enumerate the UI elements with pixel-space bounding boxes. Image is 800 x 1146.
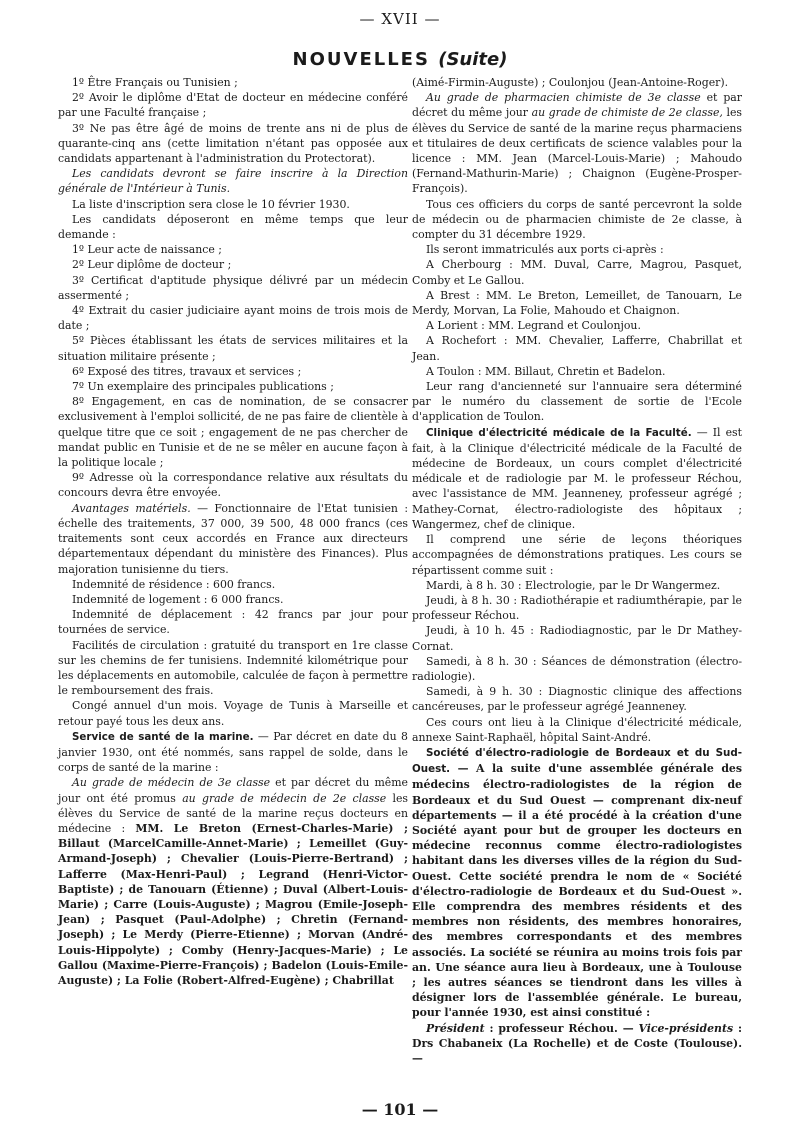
paragraph: A Rochefort : MM. Chevalier, Lafferre, Chabrillat et Jean. bbox=[412, 334, 742, 363]
paragraph: (Aimé-Firmin-Auguste) ; Coulonjou (Jean-Antoine-Roger). bbox=[412, 76, 729, 89]
inline-text: — A la suite d'une assemblée générale des médecins électro-radiologistes de la région de Bordeaux et du Sud Ouest — comprenant dix-neuf départements — il a été procédé à la création d'une Société ayant pour but de grouper les docteurs en médecine reconnus comme électro-radiologistes habitant dans les diverses villes de la région du Sud-Ouest. Cette société prendra le nom de « Société d'électro-radiologie de Bordeaux et du Sud-Ouest ». Elle comprendra des membres résidents et des membres non résidents, des membres honoraires, des membres correspondants et des membres associés. La société se réunira au moins trois fois par an. Une séance aura lieu à Bordeaux, une à Toulouse ; les autres séances se tiendront dans les villes à désigner lors de l'assemblée générale. Le bureau, pour l'année 1930, est ainsi constitué : bbox=[412, 762, 742, 1020]
inline-text: : professeur Réchou. — bbox=[484, 1021, 639, 1035]
page-number: — 101 — bbox=[361, 1100, 439, 1119]
inline-text: — Par décret en date du 8 janvier 1930, ont été nommés, sans rappel de solde, dans le corps de santé de la marine : bbox=[58, 729, 408, 775]
paragraph: Les candidats devront se faire inscrire à la Direction générale de l'Intérieur à Tunis. bbox=[58, 167, 408, 196]
paragraph: Jeudi, à 10 h. 45 : Radiodiagnostic, par le Dr Mathey-Cornat. bbox=[412, 624, 742, 653]
inline-text: les élèves du Service de santé de la marine reçus docteurs en médecine : bbox=[58, 791, 408, 835]
paragraph: Ils seront immatriculés aux ports ci-après : bbox=[426, 243, 664, 257]
inline-italic: Au grade de médecin de 3e classe bbox=[72, 776, 271, 790]
paragraph: 2º Leur diplôme de docteur ; bbox=[72, 258, 232, 272]
inline-text: les élèves du Service de santé de la marine reçus pharmaciens et titulaires de deux certificats de science valables pour la licence : MM. Jean (Marcel-Louis-Marie) ; Mahoudo (Fernand-Mathurin-Marie) ; Chaignon (Eugène-Prosper-François). bbox=[412, 106, 742, 196]
paragraph: 3º Ne pas être âgé de moins de trente ans ni de plus de quarante-cinq ans (cette limitation n'étant pas opposée aux candidats appartenant à l'administration du Protectorat). bbox=[58, 121, 408, 166]
paragraph bbox=[412, 1021, 742, 1067]
title-suffix: (Suite) bbox=[438, 49, 508, 70]
paragraph: 6º Exposé des titres, travaux et services ; bbox=[72, 364, 302, 378]
paragraph: Il comprend une série de leçons théoriques accompagnées de démonstrations pratiques. Les cours se répartissent comme suit : bbox=[412, 533, 742, 577]
paragraph: 9º Adresse où la correspondance relative aux résultats du concours devra être envoyée. bbox=[58, 471, 408, 500]
section-heading: Clinique d'électricité médicale de la Faculté. bbox=[426, 426, 692, 439]
paragraph: La liste d'inscription sera close le 10 février 1930. bbox=[72, 197, 350, 211]
roman-folio: — XVII — bbox=[359, 10, 441, 28]
paragraph: Indemnité de logement : 6 000 francs. bbox=[72, 592, 284, 606]
inline-italic: Avantages matériels. bbox=[72, 501, 191, 515]
paragraph: Congé annuel d'un mois. Voyage de Tunis à Marseille et retour payé tous les deux ans. bbox=[58, 699, 408, 728]
paragraph: Ces cours ont lieu à la Clinique d'électricité médicale, annexe Saint-Raphaël, hôpital Saint-André. bbox=[412, 715, 742, 744]
paragraph: 4º Extrait du casier judiciaire ayant moins de trois mois de date ; bbox=[58, 304, 408, 333]
paragraph: 8º Engagement, en cas de nomination, de se consacrer exclusivement à l'emploi sollicité, de ne pas faire de clientèle à quelque titre que ce soit ; engagement de ne pas chercher de mandat public en Tunisie et de ne se mêler en aucune façon à la politique locale ; bbox=[58, 395, 408, 470]
paragraph bbox=[58, 729, 408, 776]
paragraph: Tous ces officiers du corps de santé percevront la solde de médecin ou de pharmacien chimiste de 2e classe, à compter du 31 décembre 1929. bbox=[412, 197, 742, 242]
paragraph: 1º Leur acte de naissance ; bbox=[72, 243, 222, 257]
inline-italic: Vice-présidents bbox=[638, 1021, 734, 1035]
right-column bbox=[412, 75, 742, 1066]
inline-text: — Fonctionnaire de l'Etat tunisien : échelle des traitements, 37 000, 39 500, 48 000 francs (ces traitements sont ceux accordés en France aux directeurs départementaux dépendant du ministère des Finances). Plus majoration tunisienne du tiers. bbox=[58, 501, 409, 576]
inline-text: : Drs Chabaneix (La Rochelle) et de Coste (Toulouse). — bbox=[412, 1021, 742, 1065]
inline-text: — Il est fait, à la Clinique d'électricité médicale de la Faculté de médecine de Bordeaux, un cours complet d'électricité médicale et de radiologie par M. le professeur Réchou, avec l'assistance de MM. Jeanneney, professeur agrégé ; Mathey-Cornat, électro-radiologiste des hôpitaux ; Wangermez, chef de clinique. bbox=[412, 425, 742, 531]
paragraph: 5º Pièces établissant les états de services militaires et la situation militaire présente ; bbox=[58, 334, 408, 363]
paragraph bbox=[412, 90, 742, 196]
paragraph: 2º Avoir le diplôme d'Etat de docteur en médecine conféré par une Faculté française ; bbox=[58, 91, 408, 120]
paragraph: Indemnité de déplacement : 42 francs par jour pour tournées de service. bbox=[58, 608, 408, 637]
inline-italic: Au grade de pharmacien chimiste de 3e classe bbox=[426, 91, 701, 105]
paragraph bbox=[412, 745, 742, 1021]
paragraph: A Toulon : MM. Billaut, Chretin et Badelon. bbox=[426, 364, 666, 378]
paragraph: 1º Être Français ou Tunisien ; bbox=[72, 76, 238, 89]
paragraph: 7º Un exemplaire des principales publications ; bbox=[72, 380, 334, 394]
paragraph: 3º Certificat d'aptitude physique délivré par un médecin assermenté ; bbox=[58, 273, 408, 302]
inline-italic: au grade de médecin de 2e classe bbox=[182, 791, 387, 805]
names-list: MM. Le Breton (Ernest-Charles-Marie) ; Billaut (MarcelCamille-Annet-Marie) ; Lemeillet (Guy-Armand-Joseph) ; Chevalier (Louis-Pierre-Bertrand) ; Lafferre (Max-Henri-Paul) ; Legrand (Henri-Victor-Baptiste) ; de Tanouarn (Étienne) ; Duval (Albert-Louis-Marie) ; Carre (Louis-Auguste) ; Magrou (Emile-Joseph-Jean) ; Pasquet (Paul-Adolphe) ; Chretin (Fernand-Joseph) ; Le Merdy (Pierre-Etienne) ; Morvan (André-Louis-Hippolyte) ; Comby (Henry-Jacques-Marie) ; Le Gallou (Maxime-Pierre-François) ; Badelon (Louis-Emile-Auguste) ; La Folie (Robert-Alfred-Eugène) ; Chabrillat bbox=[58, 821, 408, 987]
paragraph: Jeudi, à 8 h. 30 : Radiothérapie et radiumthérapie, par le professeur Réchou. bbox=[412, 593, 742, 623]
paragraph: Indemnité de résidence : 600 francs. bbox=[72, 577, 276, 591]
title-text: NOUVELLES bbox=[292, 49, 430, 70]
paragraph: Les candidats déposeront en même temps que leur demande : bbox=[58, 212, 408, 242]
paragraph: A Brest : MM. Le Breton, Lemeillet, de Tanouarn, Le Merdy, Morvan, La Folie, Mahoudo et Chaignon. bbox=[412, 288, 742, 318]
section-heading: Service de santé de la marine. bbox=[72, 730, 254, 743]
page-title bbox=[0, 49, 800, 70]
inline-italic: au grade de chimiste de 2e classe, bbox=[531, 106, 723, 120]
section-heading: Société d'électro-radiologie de Bordeaux et du Sud-Ouest. bbox=[412, 746, 742, 776]
paragraph bbox=[58, 501, 408, 577]
inline-text: et par décret du même jour ont été promus bbox=[58, 776, 408, 805]
paragraph bbox=[58, 775, 408, 988]
left-column bbox=[58, 75, 408, 988]
inline-text: et par décret du même jour bbox=[412, 91, 743, 120]
paragraph: A Cherbourg : MM. Duval, Carre, Magrou, Pasquet, Comby et Le Gallou. bbox=[412, 258, 742, 287]
paragraph: Leur rang d'ancienneté sur l'annuaire sera déterminé par le numéro du classement de sortie de l'Ecole d'application de Toulon. bbox=[412, 380, 742, 424]
paragraph: Mardi, à 8 h. 30 : Electrologie, par le Dr Wangermez. bbox=[426, 578, 721, 592]
paragraph: Samedi, à 8 h. 30 : Séances de démonstration (électro-radiologie). bbox=[412, 654, 742, 683]
paragraph: A Lorient : MM. Legrand et Coulonjou. bbox=[426, 319, 641, 333]
inline-italic: Président bbox=[426, 1021, 485, 1035]
paragraph: Samedi, à 9 h. 30 : Diagnostic clinique des affections cancéreuses, par le professeur agrégé Jeanneney. bbox=[412, 685, 742, 714]
paragraph: Facilités de circulation : gratuité du transport en 1re classe sur les chemins de fer tunisiens. Indemnité kilométrique pour les déplacements en automobile, calculée de façon à permettre le remboursement des frais. bbox=[58, 638, 408, 698]
paragraph bbox=[412, 425, 742, 532]
